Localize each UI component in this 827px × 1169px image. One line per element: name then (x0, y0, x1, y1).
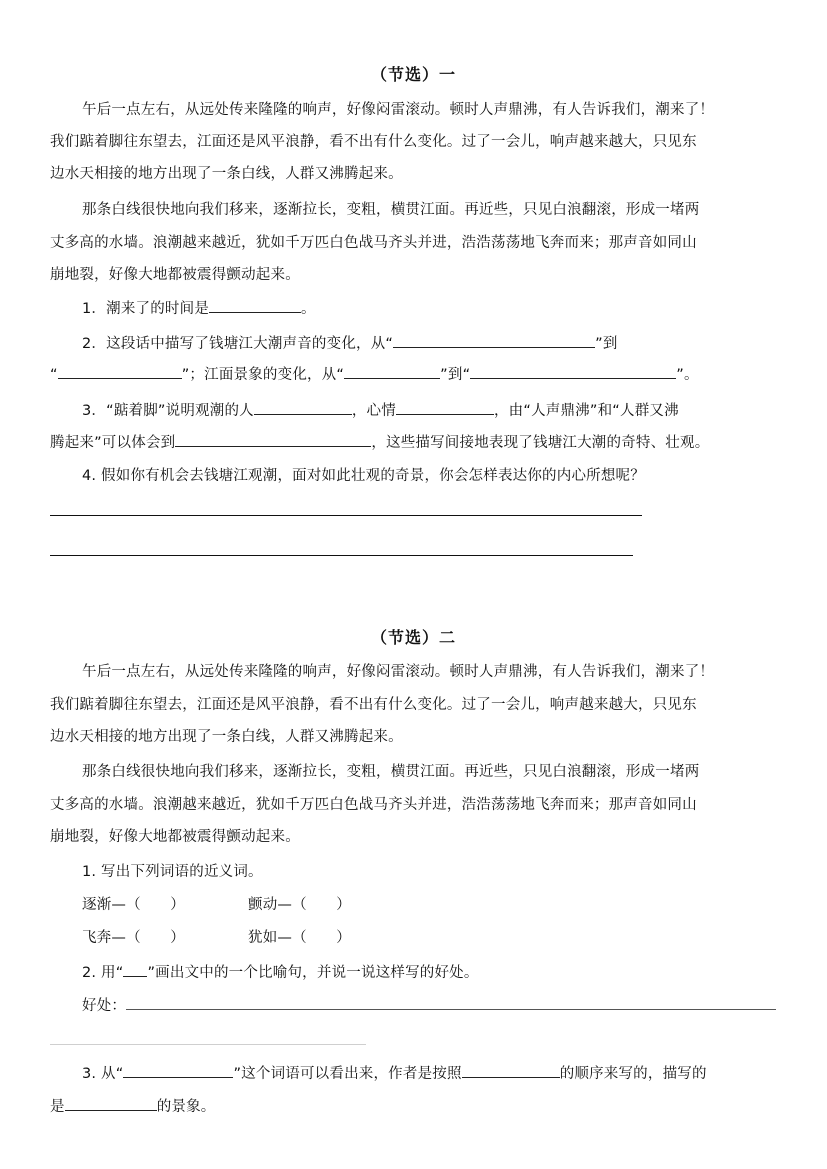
s2-q3-text-b: ”这个词语可以看出来，作者是按照 (233, 1066, 462, 1082)
divider-line (50, 1044, 366, 1045)
s2-q2-text-b: ”画出文中的一个比喻句，并说一说这样写的好处。 (147, 965, 479, 981)
s1-q3-blank-3[interactable] (175, 432, 371, 447)
s2-question3-line2 (50, 1096, 780, 1117)
s1-question4: 4. 假如你有机会去钱塘江观潮，面对如此壮观的奇景，你会怎样表达你的内心所想呢？ (82, 468, 645, 484)
s2-paragraph1-line3: 边水天相接的地方出现了一条白线，人群又沸腾起来。 (50, 729, 403, 745)
s1-q2-blank-2[interactable] (58, 364, 182, 379)
s2-benefit-answer-line[interactable] (126, 995, 776, 1010)
s1-paragraph1-line2: 我们踮着脚往东望去，江面还是风平浪静，看不出有什么变化。过了一会儿，响声越来越大，只见东 (50, 134, 697, 150)
s1-q3-blank-2[interactable] (396, 400, 494, 415)
s1-question2-line1 (82, 333, 812, 354)
s2-q3-text-e: 的景象。 (156, 1099, 216, 1115)
s1-q1-suffix: 。 (301, 301, 316, 317)
s1-q3-text-d: 腾起来”可以体会到 (50, 435, 176, 451)
s2-synonym-item[interactable]: 飞奔—（ ） (82, 930, 185, 946)
s1-q2-quote-open: “ (50, 367, 58, 383)
s1-paragraph1-line1: 午后一点左右，从远处传来隆隆的响声，好像闷雷滚动。顿时人声鼎沸，有人告诉我们，潮来了！ (82, 102, 715, 118)
s1-q2-line1-suffix: ”到 (595, 336, 618, 352)
s1-paragraph2-line3: 崩地裂，好像大地都被震得颤动起来。 (50, 267, 300, 283)
s2-question2-label (82, 962, 812, 983)
s1-paragraph2-line1: 那条白线很快地向我们移来，逐渐拉长，变粗，横贯江面。再近些，只见白浪翻滚，形成一堵两 (82, 202, 700, 218)
s1-q3-text-a: 3．“踮着脚”说明观潮的人 (82, 403, 254, 419)
s1-q1-answer-blank[interactable] (209, 298, 301, 313)
s2-q2-text-a: 2. 用“ (82, 965, 124, 981)
s2-q3-blank-2[interactable] (462, 1063, 560, 1078)
s1-q2-prefix: 2．这段话中描写了钱塘江大潮声音的变化，从“ (82, 336, 394, 352)
s1-q2-text-d: ”。 (676, 367, 699, 383)
s1-paragraph2-line2: 丈多高的水墙。浪潮越来越近，犹如千万匹白色战马齐头并进，浩浩荡荡地飞奔而来；那声音如同山 (50, 235, 697, 251)
s1-q3-text-b: ，心情 (351, 403, 396, 419)
s1-q1-prefix: 1．潮来了的时间是 (82, 301, 210, 317)
s1-question2-line2 (50, 364, 780, 385)
s2-synonym-item[interactable]: 逐渐—（ ） (82, 897, 185, 913)
s1-question3-line2 (50, 432, 780, 453)
s2-q3-blank-3[interactable] (65, 1096, 157, 1111)
s2-paragraph2-line3: 崩地裂，好像大地都被震得颤动起来。 (50, 829, 300, 845)
s2-synonym-item[interactable]: 颤动—（ ） (248, 897, 351, 913)
s2-q3-text-c: 的顺序来写的，描写的 (559, 1066, 707, 1082)
s2-paragraph1-line2: 我们踮着脚往东望去，江面还是风平浪静，看不出有什么变化。过了一会儿，响声越来越大，只见东 (50, 697, 697, 713)
s1-question3-line1 (82, 400, 812, 421)
s1-q3-blank-1[interactable] (254, 400, 352, 415)
s2-q2-underline-mark (123, 962, 147, 977)
s1-paragraph1-line3: 边水天相接的地方出现了一条白线，人群又沸腾起来。 (50, 166, 403, 182)
s2-paragraph1-line1: 午后一点左右，从远处传来隆隆的响声，好像闷雷滚动。顿时人声鼎沸，有人告诉我们，潮来了！ (82, 664, 715, 680)
s1-q3-text-c: ，由“人声鼎沸”和“人群又沸 (493, 403, 679, 419)
s1-q2-blank-1[interactable] (393, 333, 595, 348)
s1-q2-text-c: ”到“ (440, 367, 471, 383)
section2-title: （节选）二 (370, 628, 456, 647)
s1-q4-answer-line-2[interactable] (50, 555, 633, 556)
s1-q2-blank-4[interactable] (470, 364, 676, 379)
section1-title: （节选）一 (370, 65, 456, 84)
s2-q3-text-d: 是 (50, 1099, 65, 1115)
s2-synonym-row-2 (82, 928, 812, 948)
s1-q2-text-b: ”；江面景象的变化，从“ (181, 367, 345, 383)
s2-paragraph2-line1: 那条白线很快地向我们移来，逐渐拉长，变粗，横贯江面。再近些，只见白浪翻滚，形成一堵两 (82, 764, 700, 780)
s1-q4-answer-line-1[interactable] (50, 515, 642, 516)
s2-paragraph2-line2: 丈多高的水墙。浪潮越来越近，犹如千万匹白色战马齐头并进，浩浩荡荡地飞奔而来；那声音如同山 (50, 797, 697, 813)
s2-q3-text-a: 3. 从“ (82, 1066, 124, 1082)
s2-q3-blank-1[interactable] (123, 1063, 233, 1078)
s2-benefit-row (82, 995, 782, 1016)
s2-synonym-row-1 (82, 895, 812, 915)
s1-q3-text-e: ，这些描写间接地表现了钱塘江大潮的奇特、壮观。 (371, 435, 710, 451)
s1-q2-blank-3[interactable] (344, 364, 440, 379)
s2-benefit-label: 好处： (82, 998, 127, 1014)
s2-question3-line1 (82, 1063, 812, 1084)
s1-question1 (82, 298, 812, 319)
s2-question1-label: 1. 写出下列词语的近义词。 (82, 864, 263, 880)
s2-synonym-item[interactable]: 犹如—（ ） (248, 930, 351, 946)
